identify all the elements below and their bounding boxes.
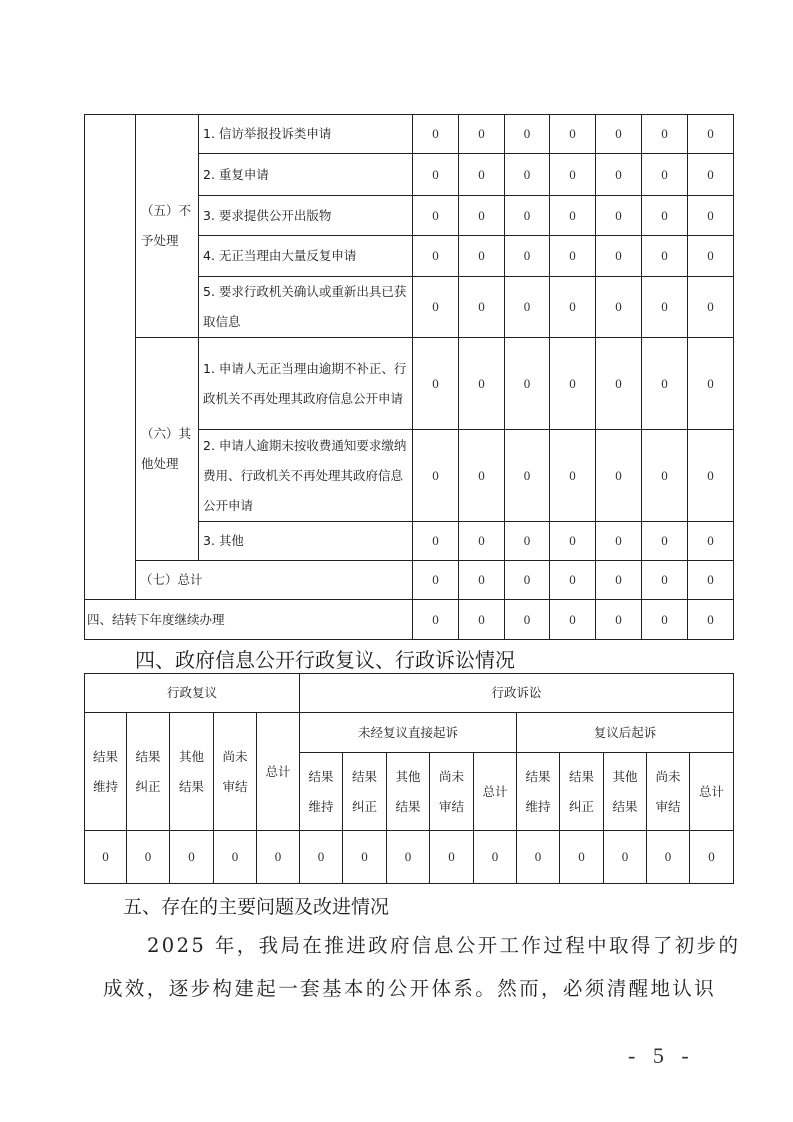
value-cell: 0 bbox=[413, 196, 459, 236]
value-cell: 0 bbox=[474, 831, 517, 884]
value-cell: 0 bbox=[596, 522, 642, 561]
row-label: 1. 申请人无正当理由逾期不补正、行政机关不再处理其政府信息公开申请 bbox=[199, 338, 413, 430]
value-cell: 0 bbox=[560, 831, 604, 884]
row-label: 4. 无正当理由大量反复申请 bbox=[199, 236, 413, 277]
value-cell: 0 bbox=[127, 831, 170, 884]
section-5-title: 五、存在的主要问题及改进情况 bbox=[123, 896, 390, 918]
value-cell: 0 bbox=[688, 196, 734, 236]
value-cell: 0 bbox=[550, 277, 596, 338]
after-maintain-header: 结果 维持 bbox=[517, 753, 560, 831]
value-cell: 0 bbox=[642, 522, 688, 561]
value-cell: 0 bbox=[642, 430, 688, 522]
value-cell: 0 bbox=[413, 600, 459, 640]
after-total-header: 总计 bbox=[690, 753, 734, 831]
group-label-no-processing: （五）不予处理 bbox=[136, 115, 199, 338]
value-cell: 0 bbox=[550, 236, 596, 277]
value-cell: 0 bbox=[596, 338, 642, 430]
review-pending-header: 尚未 审结 bbox=[214, 713, 257, 831]
value-cell: 0 bbox=[459, 338, 505, 430]
value-cell: 0 bbox=[413, 154, 459, 196]
value-cell: 0 bbox=[505, 154, 550, 196]
direct-pending-header: 尚未 审结 bbox=[430, 753, 474, 831]
value-cell: 0 bbox=[505, 430, 550, 522]
value-cell: 0 bbox=[214, 831, 257, 884]
value-cell: 0 bbox=[505, 236, 550, 277]
review-other-header: 其他 结果 bbox=[170, 713, 214, 831]
value-cell: 0 bbox=[596, 154, 642, 196]
value-cell: 0 bbox=[459, 154, 505, 196]
outer-blank-cell bbox=[85, 115, 136, 600]
value-cell: 0 bbox=[459, 196, 505, 236]
value-cell: 0 bbox=[642, 196, 688, 236]
value-cell: 0 bbox=[550, 600, 596, 640]
value-cell: 0 bbox=[459, 561, 505, 600]
value-cell: 0 bbox=[170, 831, 214, 884]
value-cell: 0 bbox=[596, 277, 642, 338]
value-cell: 0 bbox=[505, 561, 550, 600]
review-corrected-header: 结果 纠正 bbox=[127, 713, 170, 831]
review-litigation-table bbox=[84, 673, 734, 884]
row-label: 3. 其他 bbox=[199, 522, 413, 561]
value-cell: 0 bbox=[688, 115, 734, 154]
value-cell: 0 bbox=[550, 561, 596, 600]
after-review-suit-header: 复议后起诉 bbox=[517, 713, 734, 753]
section-4-title: 四、政府信息公开行政复议、行政诉讼情况 bbox=[135, 648, 515, 672]
direct-corrected-header: 结果 纠正 bbox=[343, 753, 387, 831]
after-other-header: 其他 结果 bbox=[604, 753, 647, 831]
value-cell: 0 bbox=[688, 522, 734, 561]
value-cell: 0 bbox=[413, 522, 459, 561]
row-label: 3. 要求提供公开出版物 bbox=[199, 196, 413, 236]
value-cell: 0 bbox=[430, 831, 474, 884]
value-cell: 0 bbox=[413, 277, 459, 338]
value-cell: 0 bbox=[642, 115, 688, 154]
value-cell: 0 bbox=[550, 430, 596, 522]
value-cell: 0 bbox=[550, 154, 596, 196]
value-cell: 0 bbox=[459, 522, 505, 561]
value-cell: 0 bbox=[688, 338, 734, 430]
value-cell: 0 bbox=[459, 115, 505, 154]
row-label: 5. 要求行政机关确认或重新出具已获取信息 bbox=[199, 277, 413, 338]
value-cell: 0 bbox=[459, 600, 505, 640]
total-row bbox=[85, 561, 734, 600]
after-pending-header: 尚未 审结 bbox=[647, 753, 690, 831]
value-cell: 0 bbox=[85, 831, 127, 884]
value-cell: 0 bbox=[387, 831, 430, 884]
row-label: 2. 重复申请 bbox=[199, 154, 413, 196]
value-cell: 0 bbox=[505, 522, 550, 561]
value-cell: 0 bbox=[257, 831, 300, 884]
table-row bbox=[85, 338, 734, 430]
disposition-table bbox=[84, 114, 734, 640]
direct-maintain-header: 结果 维持 bbox=[300, 753, 343, 831]
value-cell: 0 bbox=[300, 831, 343, 884]
value-cell: 0 bbox=[343, 831, 387, 884]
value-cell: 0 bbox=[413, 430, 459, 522]
value-cell: 0 bbox=[413, 561, 459, 600]
value-cell: 0 bbox=[688, 277, 734, 338]
value-cell: 0 bbox=[459, 236, 505, 277]
value-cell: 0 bbox=[688, 154, 734, 196]
carryover-row bbox=[85, 600, 734, 640]
value-cell: 0 bbox=[688, 600, 734, 640]
carryover-label: 四、结转下年度继续办理 bbox=[85, 600, 413, 640]
row-label: 2. 申请人逾期未按收费通知要求缴纳费用、行政机关不再处理其政府信息公开申请 bbox=[199, 430, 413, 522]
value-cell: 0 bbox=[642, 154, 688, 196]
value-cell: 0 bbox=[459, 277, 505, 338]
value-cell: 0 bbox=[505, 338, 550, 430]
total-label: （七）总计 bbox=[136, 561, 413, 600]
value-cell: 0 bbox=[505, 277, 550, 338]
value-cell: 0 bbox=[517, 831, 560, 884]
value-cell: 0 bbox=[688, 561, 734, 600]
value-cell: 0 bbox=[642, 338, 688, 430]
value-cell: 0 bbox=[604, 831, 647, 884]
direct-other-header: 其他 结果 bbox=[387, 753, 430, 831]
admin-litigation-header: 行政诉讼 bbox=[300, 674, 734, 713]
row-label: 1. 信访举报投诉类申请 bbox=[199, 115, 413, 154]
value-cell: 0 bbox=[688, 430, 734, 522]
values-row bbox=[85, 831, 734, 884]
value-cell: 0 bbox=[596, 430, 642, 522]
value-cell: 0 bbox=[413, 338, 459, 430]
value-cell: 0 bbox=[642, 236, 688, 277]
value-cell: 0 bbox=[642, 600, 688, 640]
review-total-header: 总计 bbox=[257, 713, 300, 831]
value-cell: 0 bbox=[550, 115, 596, 154]
direct-suit-header: 未经复议直接起诉 bbox=[300, 713, 517, 753]
table-row bbox=[85, 115, 734, 154]
value-cell: 0 bbox=[459, 430, 505, 522]
value-cell: 0 bbox=[550, 338, 596, 430]
page-number: - 5 - bbox=[628, 1043, 695, 1068]
after-corrected-header: 结果 纠正 bbox=[560, 753, 604, 831]
value-cell: 0 bbox=[596, 115, 642, 154]
paragraph-line: 成效，逐步构建起一套基本的公开体系。然而，必须清醒地认识 bbox=[103, 977, 717, 1000]
review-maintain-header: 结果 维持 bbox=[85, 713, 127, 831]
value-cell: 0 bbox=[596, 600, 642, 640]
value-cell: 0 bbox=[596, 236, 642, 277]
value-cell: 0 bbox=[642, 561, 688, 600]
value-cell: 0 bbox=[688, 236, 734, 277]
value-cell: 0 bbox=[505, 115, 550, 154]
value-cell: 0 bbox=[505, 196, 550, 236]
value-cell: 0 bbox=[642, 277, 688, 338]
paragraph-line: 2025 年，我局在推进政府信息公开工作过程中取得了初步的 bbox=[147, 934, 741, 957]
value-cell: 0 bbox=[550, 522, 596, 561]
value-cell: 0 bbox=[413, 236, 459, 277]
value-cell: 0 bbox=[413, 115, 459, 154]
value-cell: 0 bbox=[647, 831, 690, 884]
value-cell: 0 bbox=[505, 600, 550, 640]
group-label-other-processing: （六）其他处理 bbox=[136, 338, 199, 561]
value-cell: 0 bbox=[596, 196, 642, 236]
admin-review-header: 行政复议 bbox=[85, 674, 300, 713]
value-cell: 0 bbox=[550, 196, 596, 236]
direct-total-header: 总计 bbox=[474, 753, 517, 831]
value-cell: 0 bbox=[690, 831, 734, 884]
value-cell: 0 bbox=[596, 561, 642, 600]
